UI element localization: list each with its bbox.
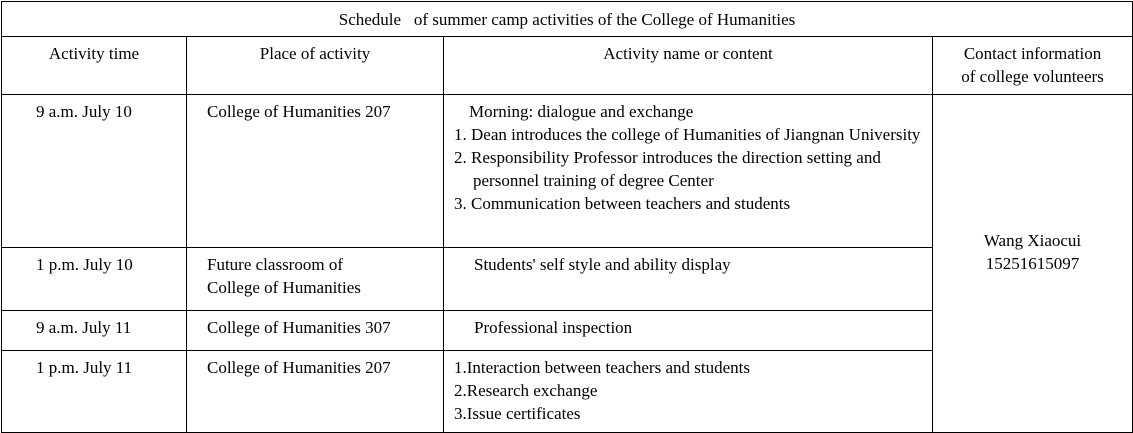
- contact-phone: 15251615097: [985, 253, 1080, 273]
- header-content: Activity name or content: [444, 37, 933, 95]
- contact-name: Wang Xiaocui: [983, 230, 1082, 250]
- content-lead: Students' self style and ability display: [474, 255, 731, 274]
- table-title: Schedule of summer camp activities of the College of Humanities: [2, 2, 1133, 37]
- content-item: 2. Responsibility Professor introduces the direction setting and personnel training of degree Center: [454, 148, 881, 190]
- row-time: 1 p.m. July 11: [2, 351, 187, 433]
- row-place: College of Humanities 207: [187, 351, 444, 433]
- place-line: College of Humanities: [207, 278, 361, 297]
- row-content: [444, 95, 933, 248]
- row-time: 9 a.m. July 11: [2, 311, 187, 351]
- row-place: College of Humanities 307: [187, 311, 444, 351]
- row-place: College of Humanities 207: [187, 95, 444, 248]
- row-time: 9 a.m. July 10: [2, 95, 187, 248]
- content-item: 1. Dean introduces the college of Humanities of Jiangnan University: [454, 125, 921, 144]
- content-item: 1.Interaction between teachers and students: [454, 358, 750, 377]
- content-lead: Morning: dialogue and exchange: [469, 102, 694, 121]
- content-item: 3.Issue certificates: [454, 404, 581, 423]
- content-item: 3. Communication between teachers and students: [454, 194, 791, 213]
- content-lead: Professional inspection: [474, 318, 633, 337]
- row-content: [444, 248, 933, 311]
- place-line: Future classroom of: [207, 255, 343, 274]
- row-content: [444, 311, 933, 351]
- row-content: [444, 351, 933, 433]
- header-activity-time: Activity time: [2, 37, 187, 95]
- header-place: Place of activity: [187, 37, 444, 95]
- row-place: [187, 248, 444, 311]
- header-contact-line1: Contact information: [963, 44, 1102, 63]
- header-contact-line2: of college volunteers: [961, 67, 1104, 86]
- content-item: 2.Research exchange: [454, 381, 598, 400]
- header-contact: [933, 37, 1133, 95]
- contact-cell: [933, 95, 1133, 433]
- schedule-table: [1, 1, 1133, 433]
- table-row: [2, 95, 1133, 248]
- row-time: 1 p.m. July 10: [2, 248, 187, 311]
